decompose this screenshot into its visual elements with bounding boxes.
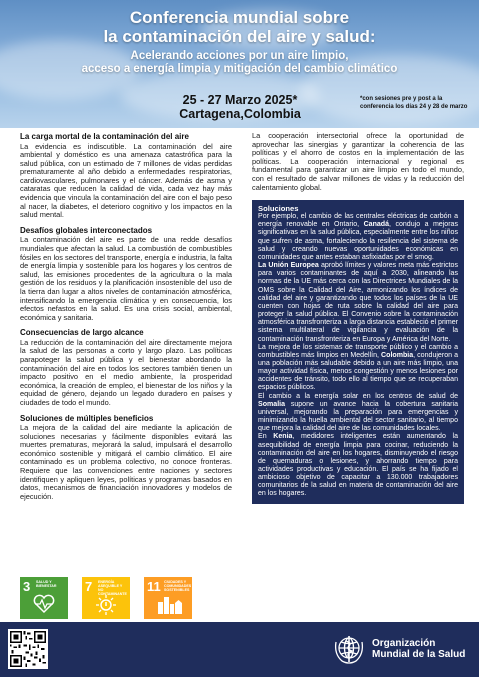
section-title-consequences: Consecuencias de largo alcance xyxy=(20,328,144,338)
solution-colombia xyxy=(258,344,458,393)
solution-somalia xyxy=(258,393,458,434)
section-title-burden: La carga mortal de la contaminación del aire xyxy=(20,132,189,141)
solution-eu-text: aprobó límites y valores meta más estrictos para varios contaminantes de aquí a 2030, alineando las normas de la UE más cerca con las Directrices Mundiales de la OMS sobre la Calidad del Aire, armonizando los índices de calidad del aire y garantizando que todos los países de la UE cuenten con hojas de ruta sobre la calidad del aire para proteger la salud pública. El Convenio sobre la contaminación atmosférica transfronteriza a larga distancia estableció el primer sistema multilateral de vigilancia y evaluación de la contaminación transfronteriza en Europa y América del Norte. xyxy=(258,262,458,343)
who-emblem-icon xyxy=(332,632,366,666)
solutions-box xyxy=(252,200,464,503)
solution-colombia-country: Colombia xyxy=(381,351,414,359)
cooperation-text: La cooperación intersectorial ofrece la oportunidad de aprovechar las sinergias y garantizar la coherencia de las políticas y el ahorro de costos en la implementación de las políticas. La cooperación internacional y regional es fundamental para garantizar un aire limpio en todo el mundo, con el resultado de salvar millones de vidas y la reducción del calentamiento global. xyxy=(252,131,464,192)
left-column xyxy=(20,132,232,507)
solution-colombia-text-2: , condujeron a una población más saludable debido a un aire más limpio, una mayor actividad física, menos congestión y menos lesiones por accidentes de tránsito, todo ello al tiempo que se recuperaban espacios públicos. xyxy=(258,351,458,392)
solution-somalia-country: Somalia xyxy=(258,400,286,408)
section-title-challenges: Desafíos globales interconectados xyxy=(20,225,153,235)
solution-canada-text-2: , condujo a mejoras significativas en la salud pública, especialmente entre los niños que sufren de asma, fortaleciendo la resiliencia del sistema de salud y creando nuevas oportunidades económicas en comunidades que antes estaban asfixiadas por el smog. xyxy=(258,221,459,261)
sun-power-icon xyxy=(94,594,118,616)
section-text-consequences: La reducción de la contaminación del aire directamente mejora la salud de las personas a corto y largo plazo. Las políticas parapoteger la salud pública y el bienestar abordando la contaminación del aire en todos los sectores también tienen un impacto positivo en el medio ambiente, la prosperidad económica, la creación de empleo, el bienestar de los niños y la equidad de género, dejando un legado duradero en países y ciudades de todo el mundo. xyxy=(20,337,232,407)
event-location: Cartagena,Colombia xyxy=(179,107,301,121)
who-name xyxy=(372,638,465,661)
page-subtitle xyxy=(0,50,479,76)
subtitle-line-1: Acelerando acciones por un aire limpio, xyxy=(130,50,349,62)
section-text-solutions: La mejora de la calidad del aire mediante la aplicación de soluciones necesarias y fácilmente disponibles evitará las muertes prematuras, mejorará la salud, impulsará el desarrollo económico sostenible y mitigará el cambio climático. El aire contaminado es un problema colectivo, no conoce fronteras. Requiere que las convenciones entre naciones y sectores identifiquen y apliquen leyes, políticas y programas basados en datos, mecanismos de financiación innovadores y modelos de ejecución. xyxy=(20,423,232,501)
header-banner xyxy=(0,0,479,128)
sdg-3-tile xyxy=(20,577,68,619)
solution-canada-country: Canadá xyxy=(363,221,390,229)
who-logo xyxy=(332,632,465,666)
solutions-title: Soluciones xyxy=(258,204,299,214)
qr-code-icon[interactable] xyxy=(8,629,48,669)
sdg-11-number: 11 xyxy=(147,579,161,594)
event-date: 25 - 27 Marzo 2025* xyxy=(182,93,298,107)
footer-bar xyxy=(0,622,479,677)
solution-kenya-country: Kenia xyxy=(273,433,293,441)
session-note: *con sesiones pre y post a la conferencia los días 24 y 28 de marzo xyxy=(360,96,468,110)
right-column xyxy=(252,132,464,504)
solution-colombia-text: La mejora de los sistemas de transporte público y el cambio a combustibles más limpios en Medellín, xyxy=(258,343,458,359)
title-line-2: la contaminación del aire y salud: xyxy=(103,27,376,46)
sdg-3-label: SALUD Y BIENESTAR xyxy=(36,580,57,588)
solution-somalia-text: El cambio a la energía solar en los centros de salud de xyxy=(258,392,458,400)
sdg-icons xyxy=(20,577,192,619)
sdg-7-number: 7 xyxy=(85,579,93,594)
who-name-line-2: Mundial de la Salud xyxy=(372,649,466,660)
event-date-location xyxy=(150,93,330,121)
page-title xyxy=(0,8,479,46)
solution-eu-name: La Unión Europea xyxy=(258,262,319,270)
solution-kenya xyxy=(258,433,458,498)
sdg-3-number: 3 xyxy=(23,579,31,594)
solution-somalia-text-2: supone un avance hacia la cobertura sanitaria universal, mejorando la preparación para emergencias y minimizando la huella ambiental del sector sanitario, al tiempo que mejora la calidad del aire de las comunidades locales. xyxy=(258,400,458,433)
sdg-11-tile xyxy=(144,577,192,619)
solution-kenya-text: En xyxy=(258,433,274,441)
solution-canada-text: Por ejemplo, el cambio de las centrales eléctricas de carbón a energía renovable en Ontario, xyxy=(258,213,458,229)
sdg-7-label: ENERGÍA ASEQUIBLE Y NO CONTAMINANTE xyxy=(98,580,127,596)
heartbeat-icon xyxy=(32,594,56,614)
section-text-burden: La evidencia es indiscutible. La contaminación del aire ambiental y doméstico es una amenaza catastrófica para la salud pública, con un estimado de 7 millones de vidas perdidas prematuramente al año debido a enfermedades respiratorias, cardiovasculares, pulmonares y el cáncer. Además de asma y cataratas que reducen la calidad de vida, cada vez hay más evidencia que vincula la contaminación del aire con el bajo peso al nacer, la diabetes, el deterioro cognitivo y los impactos en la salud mental. xyxy=(20,141,232,220)
solution-canada xyxy=(258,213,458,262)
solution-eu xyxy=(258,262,458,344)
subtitle-line-2: acceso a energía limpia y mitigación del cambio climático xyxy=(81,63,398,75)
city-icon xyxy=(156,594,182,614)
sdg-7-tile xyxy=(82,577,130,619)
title-line-1: Conferencia mundial sobre xyxy=(129,8,350,27)
solution-kenya-text-2: , medidores inteligentes están aumentando la asequibilidad de energía limpia para cocinar, reduciendo la contaminación del aire en los hogares, disminuyendo el riesgo de quemaduras o lesiones, y ahorrando tiempo para actividades productivas y educación. El país se ha fijado el ambicioso objetivo de capacitar a 130.000 trabajadores comunitarios de la salud en materia de contaminación del aire en los hogares. xyxy=(258,433,458,498)
who-name-line-1: Organización xyxy=(372,637,436,649)
section-text-challenges: La contaminación del aire es parte de una redde desafíos mundiales que afectan la salud. La combustión de combustibles fósiles en los sectores del transporte, energía e industria, la falta de energía limpia y sostenible para los hogares y los centros de salud, las emisiones procedentes de la agricultura o la mala gestión de los residuos y la planificación insostenible del uso de la tierra dan lugar a altos niveles de contaminación atmosférica, intensificando la emergencia climática y en consecuencia, los efectos nefastos en la salud. Es una crisis social, ambiental, económica y sanitaria. xyxy=(20,235,232,322)
section-title-solutions: Soluciones de múltiples beneficios xyxy=(20,413,154,423)
sdg-11-label: CIUDADES Y COMUNIDADES SOSTENIBLES xyxy=(164,580,192,592)
